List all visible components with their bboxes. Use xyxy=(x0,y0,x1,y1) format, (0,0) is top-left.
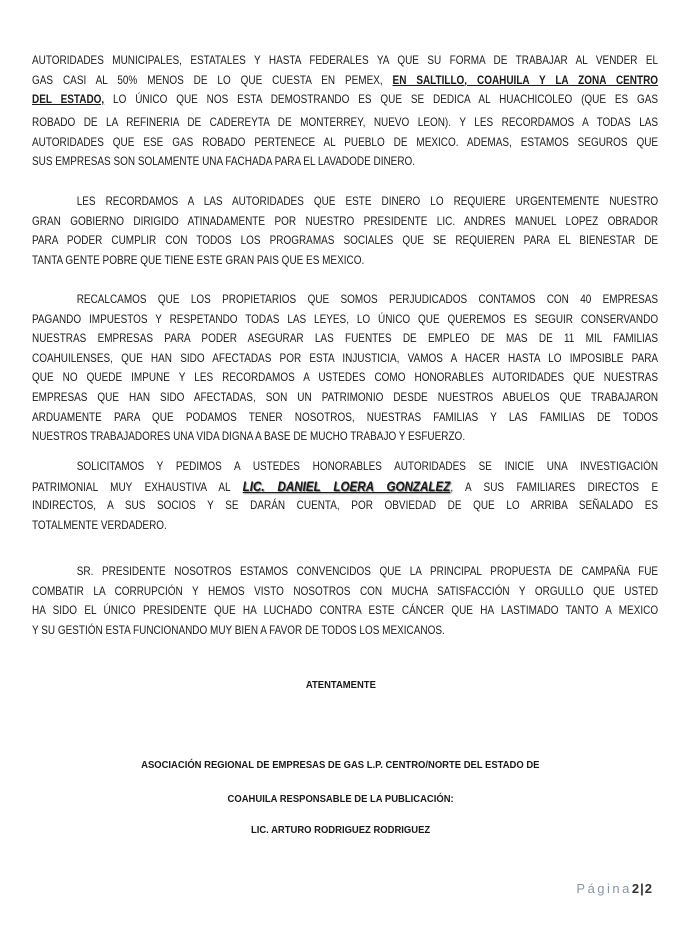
paragraph xyxy=(32,457,658,535)
closing-text: ATENTAMENTE xyxy=(305,679,376,691)
text-line xyxy=(32,192,658,212)
text-line xyxy=(32,516,658,536)
paragraph xyxy=(32,290,658,447)
text-segment: EMPRESAS QUE HAN SIDO AFECTADAS, SON UN PATRIMONIO DESDE NUESTROS ABUELOS QUE TRABAJARON xyxy=(32,390,659,404)
emphasis-text: EN SALTILLO, COAHUILA Y LA ZONA CENTRO xyxy=(392,73,659,87)
text-segment: INDIRECTOS, A SUS SOCIOS Y SE DARÁN CUENTA, POR OBVIEDAD DE QUE LO ARRIBA SEÑALADO ES xyxy=(32,499,659,513)
text-segment: ARDUAMENTE PARA QUE PODAMOS TENER NOSOTROS, NUESTRAS FAMILIAS Y LAS FAMILIAS DE TODOS xyxy=(32,410,659,424)
text-line xyxy=(32,329,658,349)
text-line xyxy=(32,582,658,602)
page-total: 2 xyxy=(644,881,653,896)
text-segment: LES RECORDAMOS A LAS AUTORIDADES QUE ESTE DINERO LO REQUIERE URGENTEMENTE NUESTRO xyxy=(76,195,659,208)
text-segment: GRAN GOBIERNO DIRIGIDO ATINADAMENTE POR NUESTRO PRESIDENTE LIC. ANDRES MANUEL LOPEZ OBRADOR xyxy=(32,214,659,228)
text-line xyxy=(32,427,658,447)
text-line xyxy=(32,477,658,497)
text-line xyxy=(32,133,658,153)
text-line xyxy=(32,310,658,330)
text-line xyxy=(32,90,658,113)
text-segment: TANTA GENTE POBRE QUE TIENE ESTE GRAN PAIS QUE ES MEXICO. xyxy=(32,253,365,267)
text-line xyxy=(32,51,658,71)
signature-org-line-2 xyxy=(0,793,681,805)
page-current: 2 xyxy=(631,881,641,896)
text-line xyxy=(32,152,658,172)
text-line xyxy=(32,621,658,641)
text-line xyxy=(32,251,658,271)
text-segment: SR. PRESIDENTE NOSOTROS ESTAMOS CONVENCIDOS QUE LA PRINCIPAL PROPUESTA DE CAMPAÑA FUE xyxy=(76,565,659,578)
signature-text: LIC. ARTURO RODRIGUEZ RODRIGUEZ xyxy=(250,824,431,836)
page-label: Página xyxy=(576,881,632,896)
text-line xyxy=(32,212,658,232)
text-line xyxy=(32,457,658,477)
signature-org-line-1 xyxy=(0,759,681,771)
text-segment: LO ÚNICO QUE NOS ESTA DEMOSTRANDO ES QUE SE DEDICA AL HUACHICOLEO (QUE ES GAS xyxy=(104,93,659,107)
text-segment: COAHUILENSES, QUE HAN SIDO AFECTADAS POR ESTA INJUSTICIA, VAMOS A HACER HASTA LO IMPOSIBLE PARA xyxy=(32,351,659,365)
signature-text: ASOCIACIÓN REGIONAL DE EMPRESAS DE GAS L.P. CENTRO/NORTE DEL ESTADO DE xyxy=(141,759,540,771)
text-line xyxy=(32,368,658,388)
text-segment: SUS EMPRESAS SON SOLAMENTE UNA FACHADA PARA EL LAVADODE DINERO. xyxy=(32,155,416,169)
paragraph xyxy=(32,192,658,270)
text-segment: AUTORIDADES QUE ESE GAS ROBADO PERTENECE AL PUEBLO DE MEXICO. ADEMAS, ESTAMOS SEGUROS QUE xyxy=(32,135,659,149)
text-line xyxy=(32,231,658,251)
text-segment: PATRIMONIAL MUY EXHAUSTIVA AL xyxy=(32,480,243,494)
text-segment: NUESTROS TRABAJADORES UNA VIDA DIGNA A BASE DE MUCHO TRABAJO Y ESFUERZO. xyxy=(32,430,466,444)
text-line xyxy=(32,601,658,621)
page-separator: | xyxy=(640,881,645,896)
text-segment: AUTORIDADES MUNICIPALES, ESTATALES Y HASTA FEDERALES YA QUE SU FORMA DE TRABAJAR AL VENDER EL xyxy=(32,54,659,67)
text-line xyxy=(32,388,658,408)
paragraph xyxy=(32,51,658,172)
text-segment: , A SUS FAMILIARES DIRECTOS E xyxy=(450,480,659,494)
text-line xyxy=(32,71,658,91)
text-line xyxy=(32,562,658,582)
text-segment: HA SIDO EL ÚNICO PRESIDENTE QUE HA LUCHADO CONTRA ESTE CÁNCER QUE HA LASTIMADO TANTO A MEXICO xyxy=(32,604,659,618)
page-number xyxy=(576,881,653,896)
text-segment: COMBATIR LA CORRUPCIÓN Y HEMOS VISTO NOSOTROS CON MUCHA SATISFACCIÓN Y ORGULLO QUE USTED xyxy=(32,584,659,598)
text-line xyxy=(32,408,658,428)
text-line xyxy=(32,113,658,133)
text-segment: TOTALMENTE VERDADERO. xyxy=(32,518,167,532)
text-segment: PARA PODER CUMPLIR CON TODOS LOS PROGRAMAS SOCIALES QUE SE REQUIEREN PARA EL BIENESTAR DE xyxy=(32,234,659,248)
text-line xyxy=(32,349,658,369)
text-segment: QUE NO QUEDE IMPUNE Y LES RECORDAMOS A USTEDES COMO HONORABLES AUTORIDADES QUE NUESTRAS xyxy=(32,371,659,385)
paragraph xyxy=(32,562,658,640)
text-segment: ROBADO DE LA REFINERIA DE CADEREYTA DE MONTERREY, NUEVO LEON). Y LES RECORDAMOS A TODAS LAS xyxy=(32,116,659,130)
emphasis-text: DEL ESTADO, xyxy=(32,93,105,107)
text-segment: GAS CASI AL 50% MENOS DE LO QUE CUESTA EN PEMEX, xyxy=(32,73,393,87)
text-segment: SOLICITAMOS Y PEDIMOS A USTEDES HONORABLES AUTORIDADES SE INICIE UNA INVESTIGACIÓN xyxy=(76,460,659,473)
text-segment: NUESTRAS EMPRESAS PARA PODER ASEGURAR LAS FUENTES DE EMPLEO DE MAS DE 11 MIL FAMILIAS xyxy=(32,332,659,346)
text-segment: RECALCAMOS QUE LOS PROPIETARIOS QUE SOMOS PERJUDICADOS CONTAMOS CON 40 EMPRESAS xyxy=(76,293,659,306)
text-line xyxy=(32,290,658,310)
closing xyxy=(0,679,681,691)
signature-name xyxy=(0,824,681,836)
signature-text: COAHUILA RESPONSABLE DE LA PUBLICACIÓN: xyxy=(227,793,454,805)
text-line xyxy=(32,496,658,516)
text-segment: PAGANDO IMPUESTOS Y RESPETANDO TODAS LAS LEYES, LO ÚNICO QUE QUEREMOS ES SEGUIR CONSERVANDO xyxy=(32,312,659,326)
highlighted-name: LIC. DANIEL LOERA GONZALEZ xyxy=(242,478,451,494)
text-segment: Y SU GESTIÓN ESTA FUNCIONANDO MUY BIEN A FAVOR DE TODOS LOS MEXICANOS. xyxy=(32,623,445,637)
